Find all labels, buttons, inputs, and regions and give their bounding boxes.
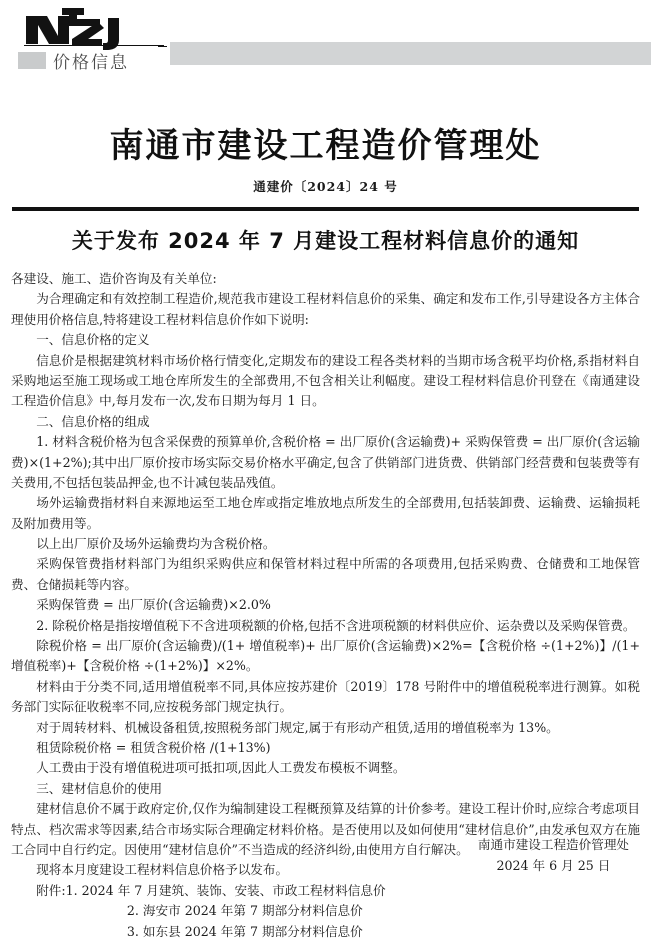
brand-row [18,48,129,73]
section-3-paragraph-1: 建材信息价不属于政府定价,仅作为编制建设工程概预算及结算的计价参考。建设工程计价时,应综合考虑项目特点、档次需求等因素,结合市场实际合理确定材料价格。是否使用以及如何使用“建材信息价”,由发承包双方在施工合同中自行约定。因使用“建材信息价”不当造成的经济纠纷,由使用方自行解决。 [11,801,640,857]
masthead-gray-bar [170,42,651,65]
intro-paragraph: 为合理确定和有效控制工程造价,规范我市建设工程材料信息价的采集、确定和发布工作,引导建设各方主体合理使用价格信息,特将建设工程材料信息价作如下说明: [11,291,640,327]
section-2-paragraph-8: 人工费由于没有增值税进项可抵扣项,因此人工费发布模板不调整。 [36,760,406,776]
ntzj-logo-icon [22,6,142,50]
section-2-paragraph-5: 2. 除税价格是指按增值税下不含进项税额的价格,包括不含进项税额的材料供应价、运杂费以及采购保管费。 [36,617,636,633]
footer-issuer: 南通市建设工程造价管理处 [477,837,629,853]
notice-title: 关于发布 2024 年 7 月建设工程材料信息价的通知 [71,229,580,253]
attachment-item-2: 2. 海安市 2024 年第 7 期部分材料信息价 [126,903,363,919]
section-2-paragraph-6: 材料由于分类不同,适用增值税率不同,具体应按苏建价〔2019〕178 号附件中的增值税税率进行测算。如税务部门实际征收税率不同,应按税务部门规定执行。 [11,678,640,715]
salutation: 各建设、施工、造价咨询及有关单位: [11,271,217,286]
section-2-paragraph-4: 采购保管费指材料部门为组织采购供应和保管材料过程中所需的各项费用,包括采购费、仓储费和工地保管费、仓储损耗等内容。 [11,556,640,592]
footer-date: 2024 年 6 月 25 日 [496,858,611,874]
section-2-formula-2: 除税价格 = 出厂原价(含运输费)/(1+ 增值税率)+ 出厂原价(含运输费)×2%=【含税价格 ÷(1+2%)】/(1+ 增值税率)+【含税价格 ÷(1+2%)】×2%。 [11,638,640,674]
brand-label: 价格信息 [53,53,129,73]
masthead-tick [158,46,167,47]
section-2-paragraph-3: 以上出厂原价及场外运输费均为含税价格。 [36,536,276,552]
brand-swatch-icon [18,52,46,69]
brand-divider [24,45,164,46]
closing-paragraph: 现将本月度建设工程材料信息价格予以发布。 [36,862,289,878]
section-1-paragraph-1: 信息价是根据建筑材料市场价格行情变化,定期发布的建设工程各类材料的当期市场含税平均价格,系指材料自采购地运至施工现场或工地仓库所发生的全部费用,不包含相关让利幅度。建设工程材料信息价刊登在《南通建设工程造价信息》中,每月发布一次,发布日期为每月 1 日。 [11,352,640,409]
title-divider [12,207,639,211]
section-2-paragraph-7: 对于周转材料、机械设备租赁,按照税务部门规定,属于有形动产租赁,适用的增值税率为 13%。 [36,719,559,735]
section-2-formula-1: 采购保管费 = 出厂原价(含运输费)×2.0% [36,597,271,613]
attachment-item-1: 附件:1. 2024 年 7 月建筑、装饰、安装、市政工程材料信息价 [36,882,386,898]
masthead [0,0,651,96]
document-number: 通建价〔2024〕24 号 [253,179,398,194]
section-1-heading: 一、信息价格的定义 [36,332,150,348]
section-2-paragraph-1: 1. 材料含税价格为包含采保费的预算单价,含税价格 = 出厂原价(含运输费)+ 采购保管费 = 出厂原价(含运输费)×(1+2%);其中出厂原价按市场实际交易价格水平确定,包含了供销部门进货费、供销部门经营费和包装费等有关费用,不包括包装品押金,也不计减包装品残值。 [11,434,640,490]
section-3-heading: 三、建材信息价的使用 [36,780,163,796]
page-title: 南通市建设工程造价管理处 [109,126,542,166]
section-2-heading: 二、信息价格的组成 [36,413,150,429]
section-2-paragraph-2: 场外运输费指材料自来源地运至工地仓库或指定堆放地点所发生的全部费用,包括装卸费、运输费、运输损耗及附加费用等。 [11,495,640,531]
attachment-item-3: 3. 如东县 2024 年第 7 期部分材料信息价 [126,923,363,939]
document-footer [478,835,629,877]
section-2-formula-3: 租赁除税价格 = 租赁含税价格 /(1+13%) [36,739,271,755]
